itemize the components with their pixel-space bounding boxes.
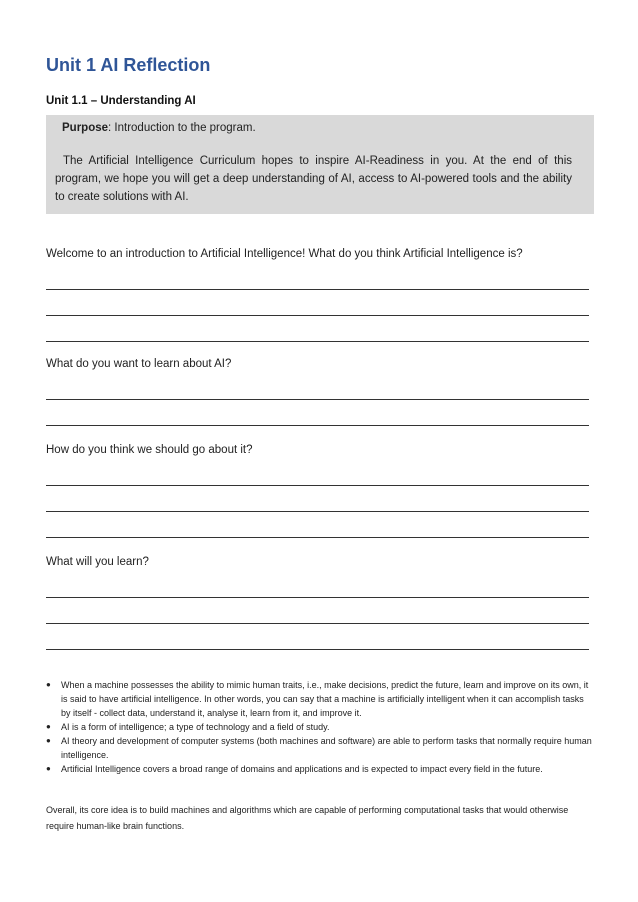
ai-facts-list <box>46 678 594 776</box>
question-2: What do you want to learn about AI? <box>46 358 232 370</box>
list-item <box>46 762 594 776</box>
bullet-icon: ● <box>46 764 51 773</box>
answer-line[interactable] <box>46 537 589 538</box>
answer-line[interactable] <box>46 289 589 290</box>
list-item-text: When a machine possesses the ability to mimic human traits, i.e., make decisions, predict the future, learn and improve on its own, it is said to have artificial intelligence. In other words, you can say that a machine is artificially intelligent when it can accomplish tasks by itself - collect data, understand it, analyse it, learn from it, and improve it. <box>61 680 589 718</box>
bullet-icon: ● <box>46 736 51 745</box>
bullet-icon: ● <box>46 680 51 689</box>
purpose-line <box>62 122 256 134</box>
answer-line[interactable] <box>46 649 589 650</box>
list-item <box>46 678 594 720</box>
answer-line[interactable] <box>46 597 589 598</box>
answer-line[interactable] <box>46 511 589 512</box>
closing-paragraph: Overall, its core idea is to build machines and algorithms which are capable of performing computational tasks that would otherwise require human-like brain functions. <box>46 805 569 831</box>
answer-line[interactable] <box>46 425 589 426</box>
list-item-text: AI is a form of intelligence; a type of technology and a field of study. <box>61 722 330 732</box>
purpose-body: The Artificial Intelligence Curriculum hopes to inspire AI-Readiness in you. At the end of this program, we hope you will get a deep understanding of AI, access to AI-powered tools and the ability to create solutions with AI. <box>55 155 572 203</box>
answer-line[interactable] <box>46 341 589 342</box>
purpose-text: : Introduction to the program. <box>108 122 256 134</box>
question-1: Welcome to an introduction to Artificial Intelligence! What do you think Artificial Intelligence is? <box>46 248 523 260</box>
question-4: What will you learn? <box>46 556 149 568</box>
page-title: Unit 1 AI Reflection <box>46 55 211 75</box>
purpose-box <box>46 115 594 214</box>
list-item <box>46 720 594 734</box>
list-item-text: Artificial Intelligence covers a broad range of domains and applications and is expected to impact every field in the future. <box>61 764 543 774</box>
list-item-text: AI theory and development of computer systems (both machines and software) are able to perform tasks that normally require human intelligence. <box>61 736 592 760</box>
question-3: How do you think we should go about it? <box>46 444 253 456</box>
answer-line[interactable] <box>46 399 589 400</box>
purpose-label: Purpose <box>62 122 109 134</box>
answer-line[interactable] <box>46 485 589 486</box>
answer-line[interactable] <box>46 315 589 316</box>
answer-line[interactable] <box>46 623 589 624</box>
section-subtitle: Unit 1.1 – Understanding AI <box>46 95 196 107</box>
list-item <box>46 734 594 762</box>
bullet-icon: ● <box>46 722 51 731</box>
